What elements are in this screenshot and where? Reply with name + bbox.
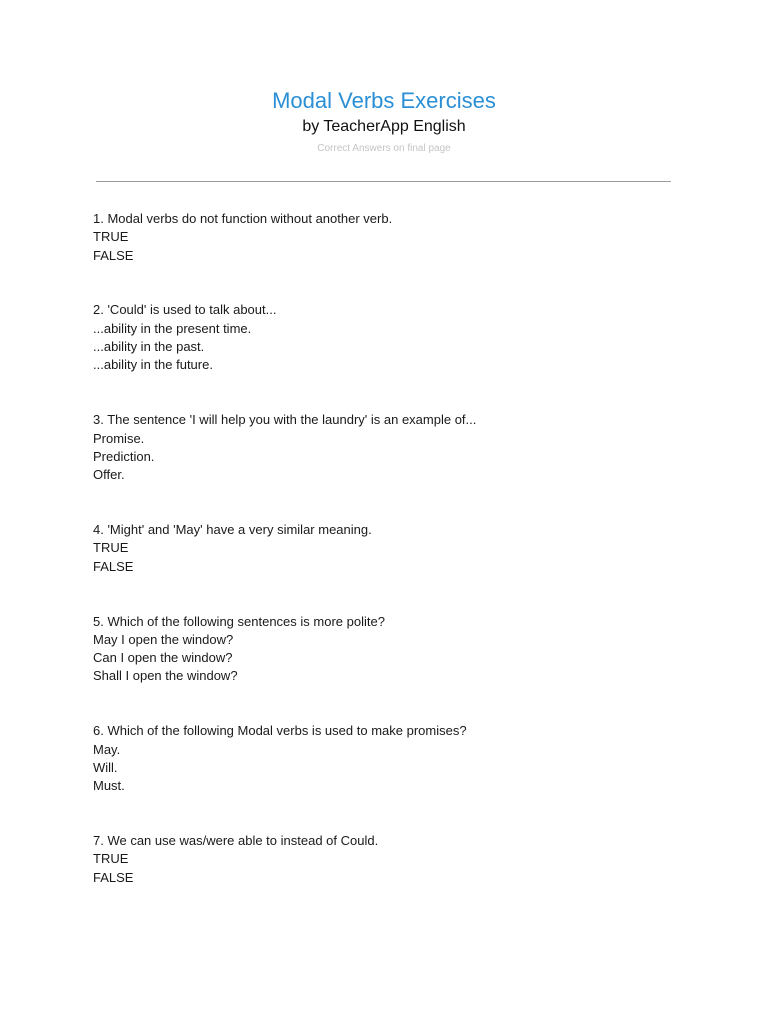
question-prompt: 5. Which of the following sentences is more polite?	[93, 613, 385, 629]
answer-option: Promise.	[93, 430, 145, 446]
question-6	[93, 722, 693, 795]
answer-option: ...ability in the future.	[93, 357, 213, 373]
question-3	[93, 411, 693, 484]
question-1	[93, 210, 693, 265]
header-divider	[96, 181, 671, 182]
question-prompt: 7. We can use was/were able to instead of Could.	[93, 833, 379, 849]
question-prompt: 3. The sentence 'I will help you with the laundry' is an example of...	[93, 412, 477, 428]
question-prompt: 4. 'Might' and 'May' have a very similar meaning.	[93, 522, 372, 538]
answer-option: TRUE	[93, 540, 129, 556]
answer-option: TRUE	[93, 851, 129, 867]
answer-option: Can I open the window?	[93, 650, 233, 666]
document-title: Modal Verbs Exercises	[272, 88, 496, 113]
answer-option: Shall I open the window?	[93, 668, 238, 684]
answer-option: FALSE	[93, 869, 134, 885]
question-4	[93, 521, 693, 576]
author-byline: by TeacherApp English	[302, 118, 466, 135]
answer-option: Offer.	[93, 467, 125, 483]
answer-option: FALSE	[93, 247, 134, 263]
answers-note: Correct Answers on final page	[317, 143, 451, 154]
question-prompt: 6. Which of the following Modal verbs is used to make promises?	[93, 723, 467, 739]
answer-option: May.	[93, 741, 121, 757]
answer-option: ...ability in the past.	[93, 339, 205, 355]
answer-option: FALSE	[93, 558, 134, 574]
question-5	[93, 613, 693, 686]
question-prompt: 2. 'Could' is used to talk about...	[93, 302, 277, 318]
answer-option: TRUE	[93, 229, 129, 245]
question-7	[93, 832, 693, 887]
question-list	[93, 210, 693, 924]
answer-option: ...ability in the present time.	[93, 320, 252, 336]
answer-option: Will.	[93, 759, 118, 775]
question-2	[93, 301, 693, 374]
question-prompt: 1. Modal verbs do not function without another verb.	[93, 211, 393, 226]
answer-option: May I open the window?	[93, 631, 234, 647]
answer-option: Prediction.	[93, 448, 155, 464]
answer-option: Must.	[93, 778, 125, 794]
